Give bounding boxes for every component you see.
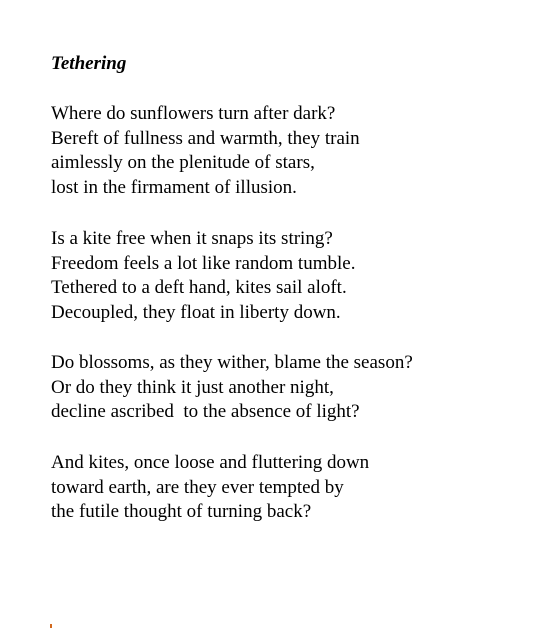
poem-line: Is a kite free when it snaps its string? — [51, 228, 333, 249]
poem-line: Bereft of fullness and warmth, they train — [51, 127, 360, 149]
stanza-1 — [51, 102, 360, 200]
stanza-3 — [51, 351, 413, 425]
poem-line: Where do sunflowers turn after dark? — [51, 103, 336, 124]
poem-line: Decoupled, they float in liberty down. — [51, 301, 341, 323]
poem-line: decline ascribed to the absence of light? — [51, 401, 360, 422]
poem-line: toward earth, are they ever tempted by — [51, 476, 344, 498]
poem-title: Tethering — [51, 53, 127, 74]
stanza-2 — [51, 227, 355, 325]
page-marker — [50, 624, 52, 628]
poem-line: aimlessly on the plenitude of stars, — [51, 152, 315, 173]
poem-line: Or do they think it just another night, — [51, 376, 334, 398]
poem-line: Do blossoms, as they wither, blame the season? — [51, 352, 413, 373]
stanza-4 — [51, 451, 369, 525]
poem-line: Tethered to a deft hand, kites sail aloft. — [51, 277, 347, 298]
poem-line: Freedom feels a lot like random tumble. — [51, 252, 356, 274]
poem-line: And kites, once loose and fluttering down — [51, 452, 370, 473]
poem-line: the futile thought of turning back? — [51, 501, 312, 522]
poem-line: lost in the firmament of illusion. — [51, 176, 297, 198]
